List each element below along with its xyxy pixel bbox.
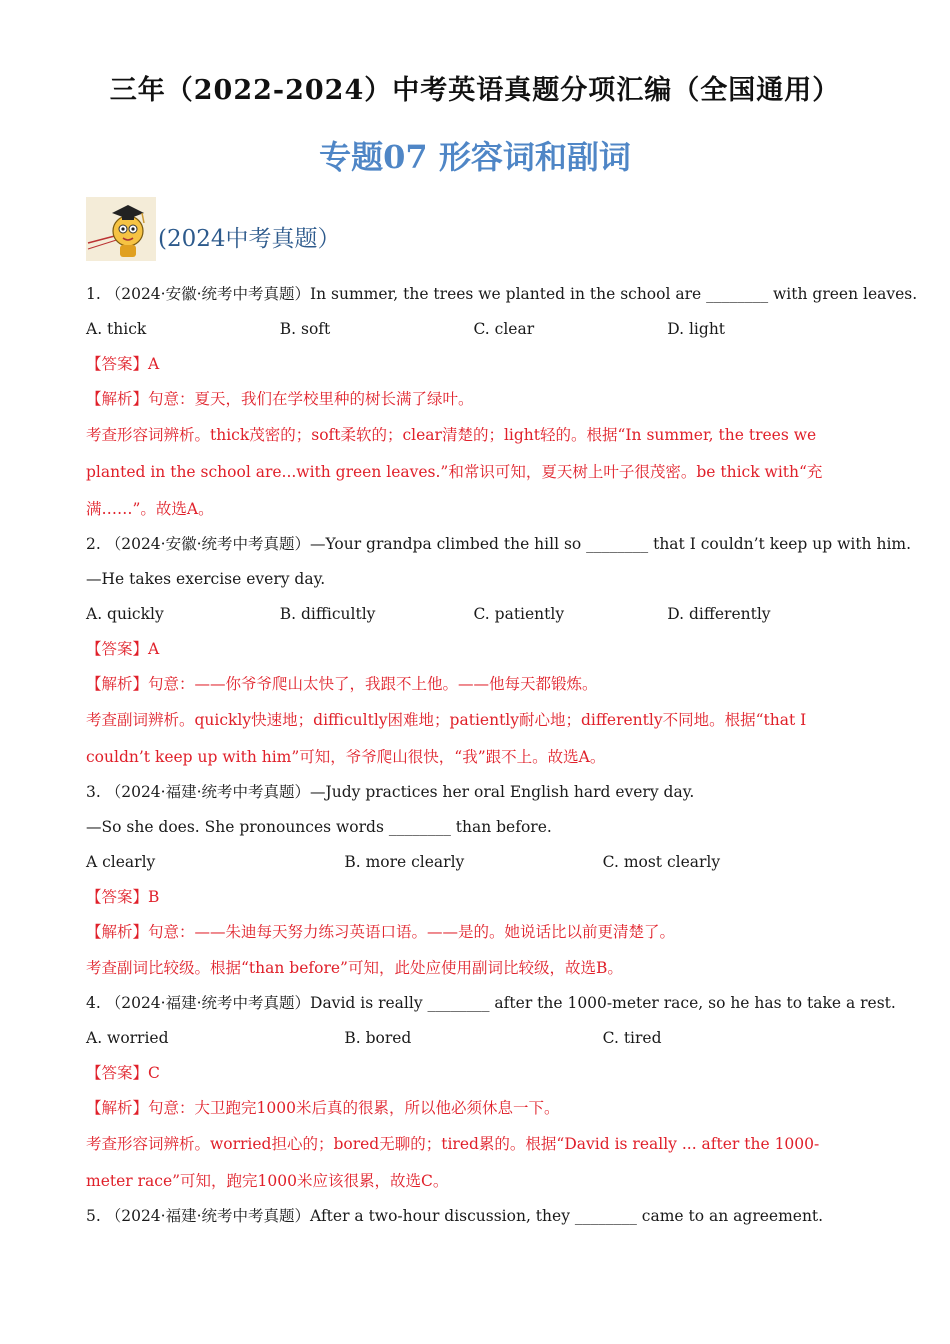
option: B. soft [279, 320, 331, 338]
question-2-answer: 【答案】A [86, 640, 160, 658]
question-1-analysis: 【解析】句意：夏天，我们在学校里种的树长满了绿叶。 [86, 390, 474, 408]
question-3-explanation: 考查副词比较级。根据“than before”可知，此处应使用副词比较级，故选B。 [86, 959, 623, 977]
option: C. clear [473, 320, 535, 338]
page-title: 三年（2022-2024）中考英语真题分项汇编（全国通用） [109, 75, 841, 106]
question-2-explanation: 考查副词辨析。quickly快速地；difficultly困难地；patiently耐心地；differently不同地。根据“that I couldn’t keep up with him”可知，爷爷爬山很快，“我”跟不上。故选A。 [86, 711, 807, 766]
section-header [86, 197, 341, 261]
question-3-options [86, 852, 861, 872]
question-1-stem: 1. （2024·安徽·统考中考真题）In summer, the trees we planted in the school are ________ with green leaves. [86, 285, 918, 303]
question-1-explanation: 考查形容词辨析。thick茂密的；soft柔软的；clear清楚的；light轻的。根据“In summer, the trees we planted in the school are...with green leaves.”和常识可知，夏天树上叶子很茂密。be thick with“充满……”。故选A。 [86, 426, 823, 518]
option: B. more clearly [344, 853, 465, 871]
question-4-stem: 4. （2024·福建·统考中考真题）David is really ________ after the 1000-meter race, so he has to take a rest. [86, 994, 896, 1012]
topic-subtitle: 专题07 形容词和副词 [319, 138, 631, 176]
question-4-options [86, 1028, 861, 1048]
question-3-reply: —So she does. She pronounces words ________ than before. [86, 818, 552, 836]
option: C. most clearly [602, 853, 721, 871]
question-1-answer: 【答案】A [86, 355, 160, 373]
question-list [86, 284, 918, 1226]
option: D. light [667, 320, 726, 338]
question-2-reply: —He takes exercise every day. [86, 570, 326, 588]
option: D. differently [667, 605, 771, 623]
question-5-stem: 5. （2024·福建·统考中考真题）After a two-hour discussion, they ________ came to an agreement. [86, 1207, 824, 1225]
question-4-answer: 【答案】C [86, 1064, 160, 1082]
question-2-stem: 2. （2024·安徽·统考中考真题）—Your grandpa climbed the hill so ________ that I couldn’t keep up with him. [86, 535, 912, 553]
question-3-analysis: 【解析】句意：——朱迪每天努力练习英语口语。——是的。她说话比以前更清楚了。 [86, 923, 676, 941]
question-2-options [86, 604, 861, 624]
question-1-options [86, 319, 861, 339]
option: A. worried [86, 1029, 169, 1047]
option: A. thick [86, 320, 147, 338]
question-2-analysis: 【解析】句意：——你爷爷爬山太快了，我跟不上他。——他每天都锻炼。 [86, 675, 598, 693]
option: A clearly [86, 853, 156, 871]
option: B. bored [344, 1029, 412, 1047]
option: C. patiently [473, 605, 565, 623]
question-4-analysis: 【解析】句意：大卫跑完1000米后真的很累，所以他必须休息一下。 [86, 1099, 560, 1117]
section-label: (2024中考真题） [158, 225, 341, 252]
question-3-answer: 【答案】B [86, 888, 160, 906]
question-4-explanation: 考查形容词辨析。worried担心的；bored无聊的；tired累的。根据“David is really ... after the 1000-meter race”可知，跑完1000米应该很累，故选C。 [86, 1135, 820, 1190]
question-3-stem: 3. （2024·福建·统考中考真题）—Judy practices her oral English hard every day. [86, 783, 695, 801]
option: C. tired [602, 1029, 662, 1047]
graduate-mascot-icon [86, 197, 156, 261]
option: B. difficultly [279, 605, 376, 623]
option: A. quickly [86, 605, 164, 623]
